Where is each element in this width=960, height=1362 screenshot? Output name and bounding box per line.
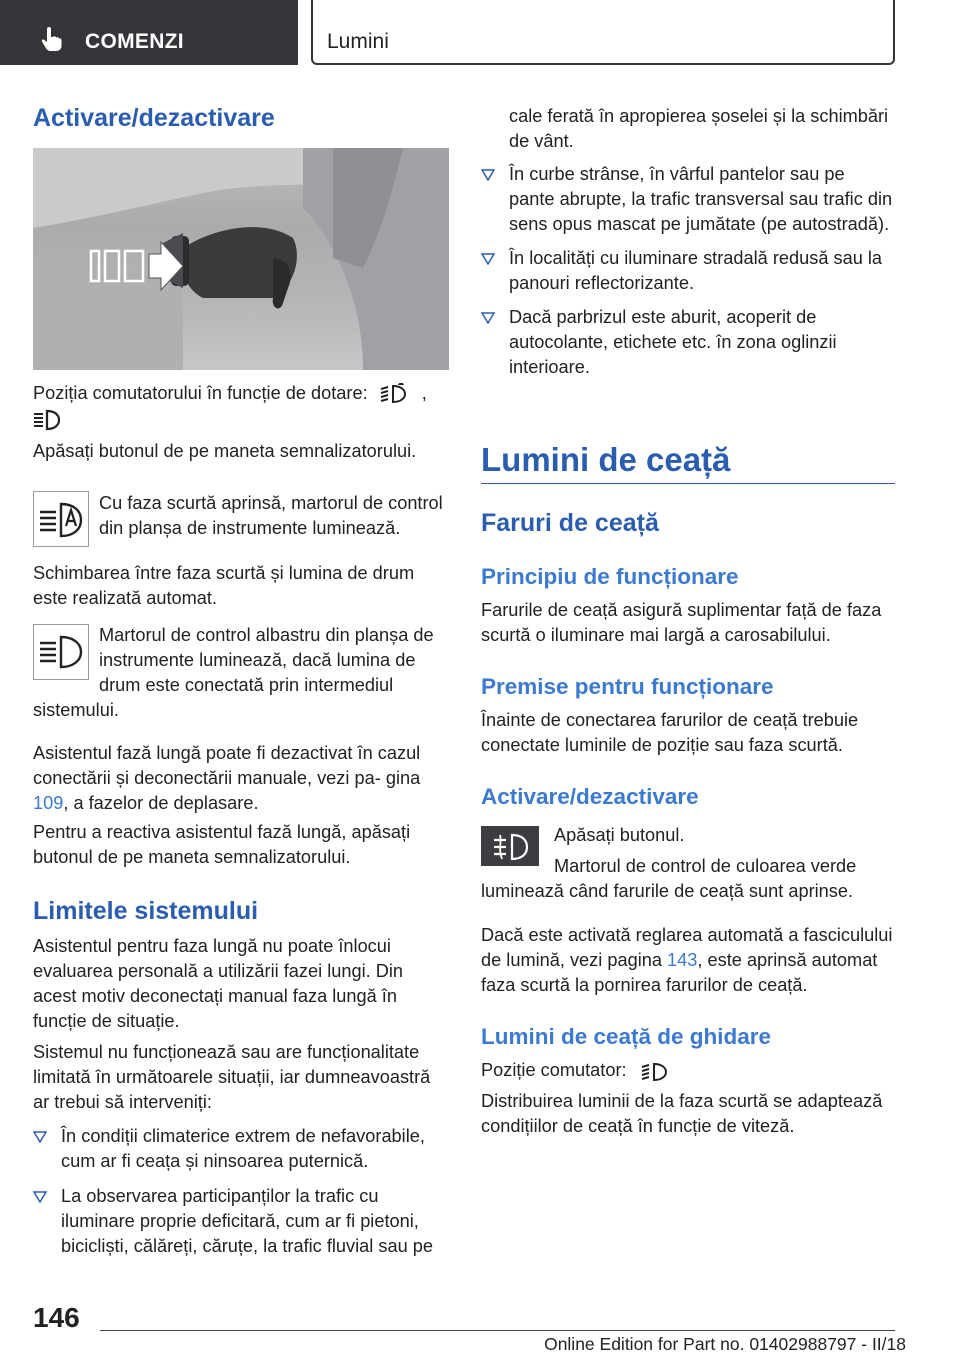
press-stalk-instruction: Apăsați butonul de pe maneta semnalizatorului. [33,441,417,461]
switching-text: Schimbarea între faza scurtă și lumina de drum este realizată automat. [33,563,415,608]
high-beam-assist-icon [379,383,409,405]
disable-text: Asistentul fază lungă poate fi dezactivat în cazul conectării și deconectării manuale, vezi pa- [33,743,421,788]
list-item [33,1124,449,1174]
low-beam-note: Cu faza scurtă aprinsă, martorul de control din planșa de instrumente luminează. [99,493,443,538]
list-item [33,1184,449,1259]
limits-list-left [33,1124,449,1269]
page-link-109[interactable]: 109 [33,793,64,813]
page-number: 146 [33,1302,80,1333]
auto-beam-text: Dacă este activată reglarea automată a fasciculului de lumină, vezi pagina [481,925,893,970]
list-item-text: În localități cu iluminare stradală redusă sau la panouri reflectorizante. [509,248,883,293]
limits-paragraph-1: Asistentul pentru faza lungă nu poate înlocui evaluarea personală a utilizării fazei lungi. Din acest motiv deconectați manual faza lungă în funcție de situație. [33,936,404,1031]
disable-text-end: , a fazelor de deplasare. [63,793,259,813]
high-beam-assist-icon [640,1060,670,1082]
stalk-photo [33,148,449,370]
footer-edition: Online Edition for Part no. 01402988797 - II/18 [544,1334,906,1354]
press-button-text: Apăsați butonul. [554,825,685,845]
disable-text-page: gina [385,768,421,788]
caption-comma: , [421,383,427,403]
list-item [481,305,895,380]
section-header [311,0,895,65]
heading-requirements: Premise pentru funcționare [481,674,774,699]
bullet-triangle-icon [481,253,495,265]
bullet-triangle-icon [33,1131,47,1143]
auto-beam-paragraph [481,923,895,998]
requirements-text: Înainte de conectarea farurilor de ceață trebuie conectate luminile de poziție sau faza scurtă. [481,710,859,755]
page-link-143[interactable]: 143 [667,950,698,970]
low-beam-indicator-box [33,491,89,547]
chapter-heading-fog-lights: Lumini de ceață [481,441,731,478]
heading-fog-lamps: Faruri de ceață [481,509,659,537]
heading-fog-guidance: Lumini de ceață de ghidare [481,1024,772,1049]
front-fog-light-icon [482,827,540,867]
disable-paragraph [33,741,449,816]
reactivate-paragraph: Pentru a reactiva asistentul fază lungă, apăsați butonul de pe maneta semnalizatorului. [33,822,411,867]
list-item-text: La observarea participanților la trafic cu iluminare proprie deficitară, cum ar fi pietoni, bicicliști, călăreți, căruțe, la trafic fluvial sau pe [61,1186,433,1256]
high-beam-indicator-box [33,624,89,680]
turn-signal-stalk-illustration [33,148,449,370]
switch-position-text: Poziția comutatorului în funcție de dotare: [33,383,368,403]
continuation-text: cale ferată în apropierea șoselei și la schimbări de vânt. [509,106,889,151]
switch-position-line [481,1058,895,1083]
footer-rule [100,1330,895,1331]
heading-fog-activation: Activare/dezactivare [481,784,699,809]
chapter-tab[interactable] [0,0,298,65]
fog-light-button[interactable] [481,826,539,866]
high-beam-note: Martorul de control albastru din planșa de instrumente luminează, dacă lumina de drum este conectată prin intermediul [99,625,434,695]
limits-paragraph-2: Sistemul nu funcționează sau are funcționalitate limitată în următoarele situații, iar dumneavoastră ar trebui să interveniți: [33,1042,431,1112]
high-beam-note-end: sistemului. [33,700,119,720]
bullet-triangle-icon [33,1191,47,1203]
bullet-triangle-icon [481,312,495,324]
heading-principle: Principiu de funcționare [481,564,739,589]
chapter-rule [481,483,895,484]
list-item [481,162,895,237]
auto-low-beam-icon [34,492,88,546]
list-item [481,246,895,296]
high-beam-indicator-icon [34,625,88,679]
switch-position-caption [33,381,449,406]
limits-list-right [481,162,895,390]
section-header-label: Lumini [327,30,389,53]
green-indicator-text: Martorul de control de culoarea verde [554,856,857,876]
auto-beam-text-end: , este aprinsă automat faza scurtă la pornirea farurilor de ceață. [481,950,878,995]
chapter-tab-label: COMENZI [85,30,184,53]
high-beam-icon [33,409,61,431]
bullet-triangle-icon [481,169,495,181]
list-item-text: În curbe strânse, în vârful pantelor sau pe pante abrupte, la trafic transversal sau trafic din sens opus mascat pe jumătate (pe autostradă). [509,164,893,234]
distribution-text: Distribuirea luminii de la faza scurtă se adaptează condițiilor de ceață în funcție de viteză. [481,1091,883,1136]
list-item-text: În condiții climaterice extrem de nefavorabile, cum ar fi ceața și ninsoarea puternică. [61,1126,425,1171]
list-item-text: Dacă parbrizul este aburit, acoperit de autocolante, etichete etc. în zona oglinzii interioare. [509,307,837,377]
green-indicator-text-end: luminează când farurile de ceață sunt aprinse. [481,881,854,901]
principle-text: Farurile de ceață asigură suplimentar față de faza scurtă o iluminare mai largă a carosabilului. [481,600,882,645]
hand-pointer-icon [40,26,64,52]
heading-activation: Activare/dezactivare [33,104,275,132]
switch-position-label: Poziție comutator: [481,1060,627,1080]
heading-system-limits: Limitele sistemului [33,897,259,925]
